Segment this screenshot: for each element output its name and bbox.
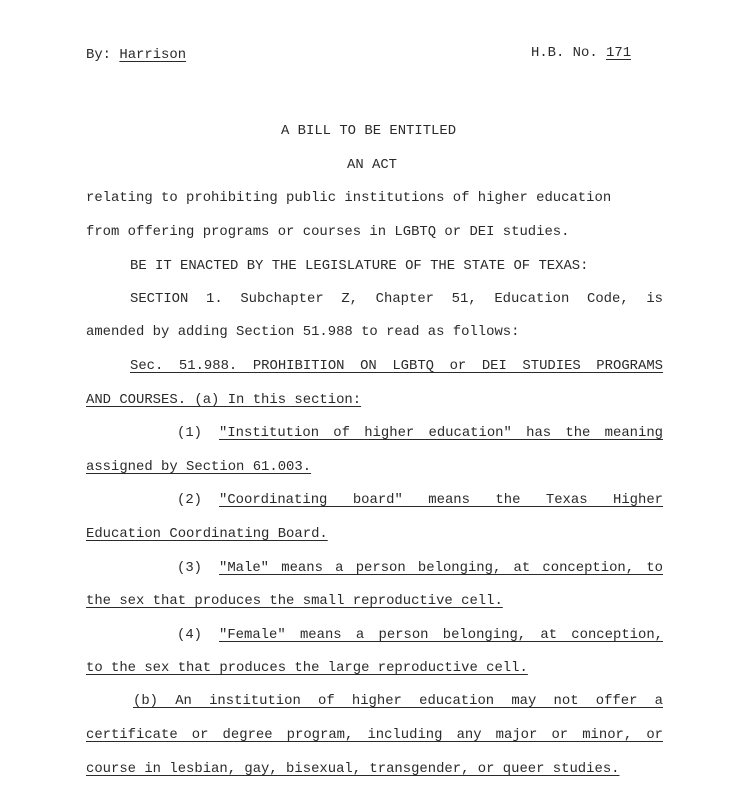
- definition-4-line-2: to the sex that produces the large reproductive cell.: [86, 660, 528, 676]
- section1-line-1: SECTION 1. Subchapter Z, Chapter 51, Education Code, is: [130, 291, 663, 307]
- subsection-b-line-2: certificate or degree program, including any major or minor, or: [86, 727, 663, 743]
- enacting-clause: BE IT ENACTED BY THE LEGISLATURE OF THE STATE OF TEXAS:: [130, 258, 589, 274]
- bill-label: H.B. No.: [531, 45, 598, 61]
- definition-3-line-2: the sex that produces the small reproductive cell.: [86, 593, 503, 609]
- section-heading-line-1: Sec. 51.988. PROHIBITION ON LGBTQ or DEI STUDIES PROGRAMS: [130, 358, 663, 374]
- subsection-b-line-1: (b) An institution of higher education may not offer a: [133, 693, 663, 709]
- definition-1-line-2: assigned by Section 61.003.: [86, 459, 312, 475]
- by-label: By:: [86, 47, 112, 63]
- subsection-b-line-3: course in lesbian, gay, bisexual, transgender, or queer studies.: [86, 761, 620, 777]
- bill-number: 171: [606, 45, 632, 61]
- caption-line-2: from offering programs or courses in LGBTQ or DEI studies.: [86, 224, 570, 240]
- caption-line-1: relating to prohibiting public institutions of higher education: [86, 190, 612, 206]
- definition-2-line-1: "Coordinating board" means the Texas Higher: [219, 492, 663, 508]
- definition-3-line-1: "Male" means a person belonging, at conception, to: [219, 560, 663, 576]
- definition-1-number: (1): [177, 425, 203, 441]
- definition-4-line-1: "Female" means a person belonging, at conception,: [219, 627, 663, 643]
- definition-2-line-2: Education Coordinating Board.: [86, 526, 328, 542]
- section-heading-line-2: AND COURSES. (a) In this section:: [86, 392, 362, 408]
- bill-title: A BILL TO BE ENTITLED: [281, 123, 457, 139]
- definition-3-number: (3): [177, 560, 203, 576]
- section1-line-2: amended by adding Section 51.988 to read as follows:: [86, 324, 520, 340]
- bill-number-line: [531, 45, 631, 61]
- definition-4-number: (4): [177, 627, 203, 643]
- act-title: AN ACT: [347, 157, 398, 173]
- author-name: Harrison: [119, 47, 187, 63]
- author-line: [86, 47, 186, 63]
- definition-1-line-1: "Institution of higher education" has the meaning: [219, 425, 663, 441]
- definition-2-number: (2): [177, 492, 203, 508]
